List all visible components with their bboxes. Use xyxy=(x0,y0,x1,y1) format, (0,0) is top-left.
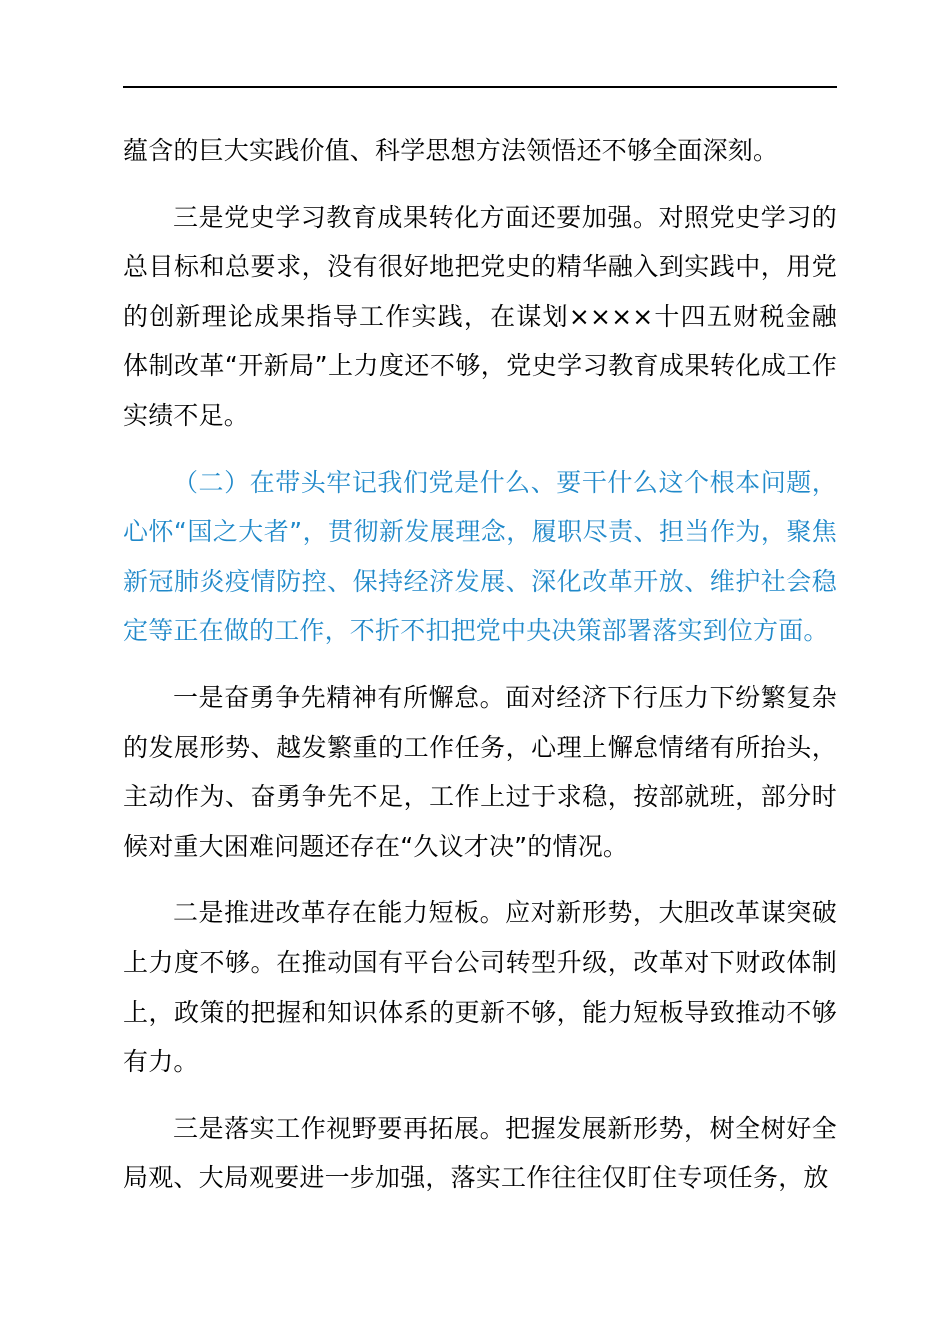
section-heading-two: （二）在带头牢记我们党是什么、要干什么这个根本问题，心怀“国之大者”，贯彻新发展理念，履职尽责、担当作为，聚焦新冠肺炎疫情防控、保持经济发展、深化改革开放、维护社会稳定等正在做的工作，不折不扣把党中央决策部署落实到位方面。 xyxy=(123,467,837,646)
paragraph-point-three: 三是落实工作视野要再拓展。把握发展新形势，树全树好全局观、大局观要进一步加强，落实工作往往仅盯住专项任务，放 xyxy=(123,1113,837,1193)
paragraph-point-three-study: 三是党史学习教育成果转化方面还要加强。对照党史学习的总目标和总要求，没有很好地把党史的精华融入到实践中，用党的创新理论成果指导工作实践，在谋划××××十四五财税金融体制改革“开新局”上力度还不够，党史学习教育成果转化成工作实绩不足。 xyxy=(123,202,837,430)
paragraph-continuation: 蕴含的巨大实践价值、科学思想方法领悟还不够全面深刻。 xyxy=(123,136,779,165)
paragraph-point-two: 二是推进改革存在能力短板。应对新形势，大胆改革谋突破上力度不够。在推动国有平台公司转型升级，改革对下财政体制上，政策的把握和知识体系的更新不够，能力短板导致推动不够有力。 xyxy=(123,898,837,1077)
header-rule xyxy=(123,86,837,88)
paragraph-point-one: 一是奋勇争先精神有所懈怠。面对经济下行压力下纷繁复杂的发展形势、越发繁重的工作任务，心理上懈怠情绪有所抬头，主动作为、奋勇争先不足，工作上过于求稳，按部就班，部分时候对重大困难问题还存在“久议才决”的情况。 xyxy=(123,682,837,861)
document-body xyxy=(123,126,837,1203)
